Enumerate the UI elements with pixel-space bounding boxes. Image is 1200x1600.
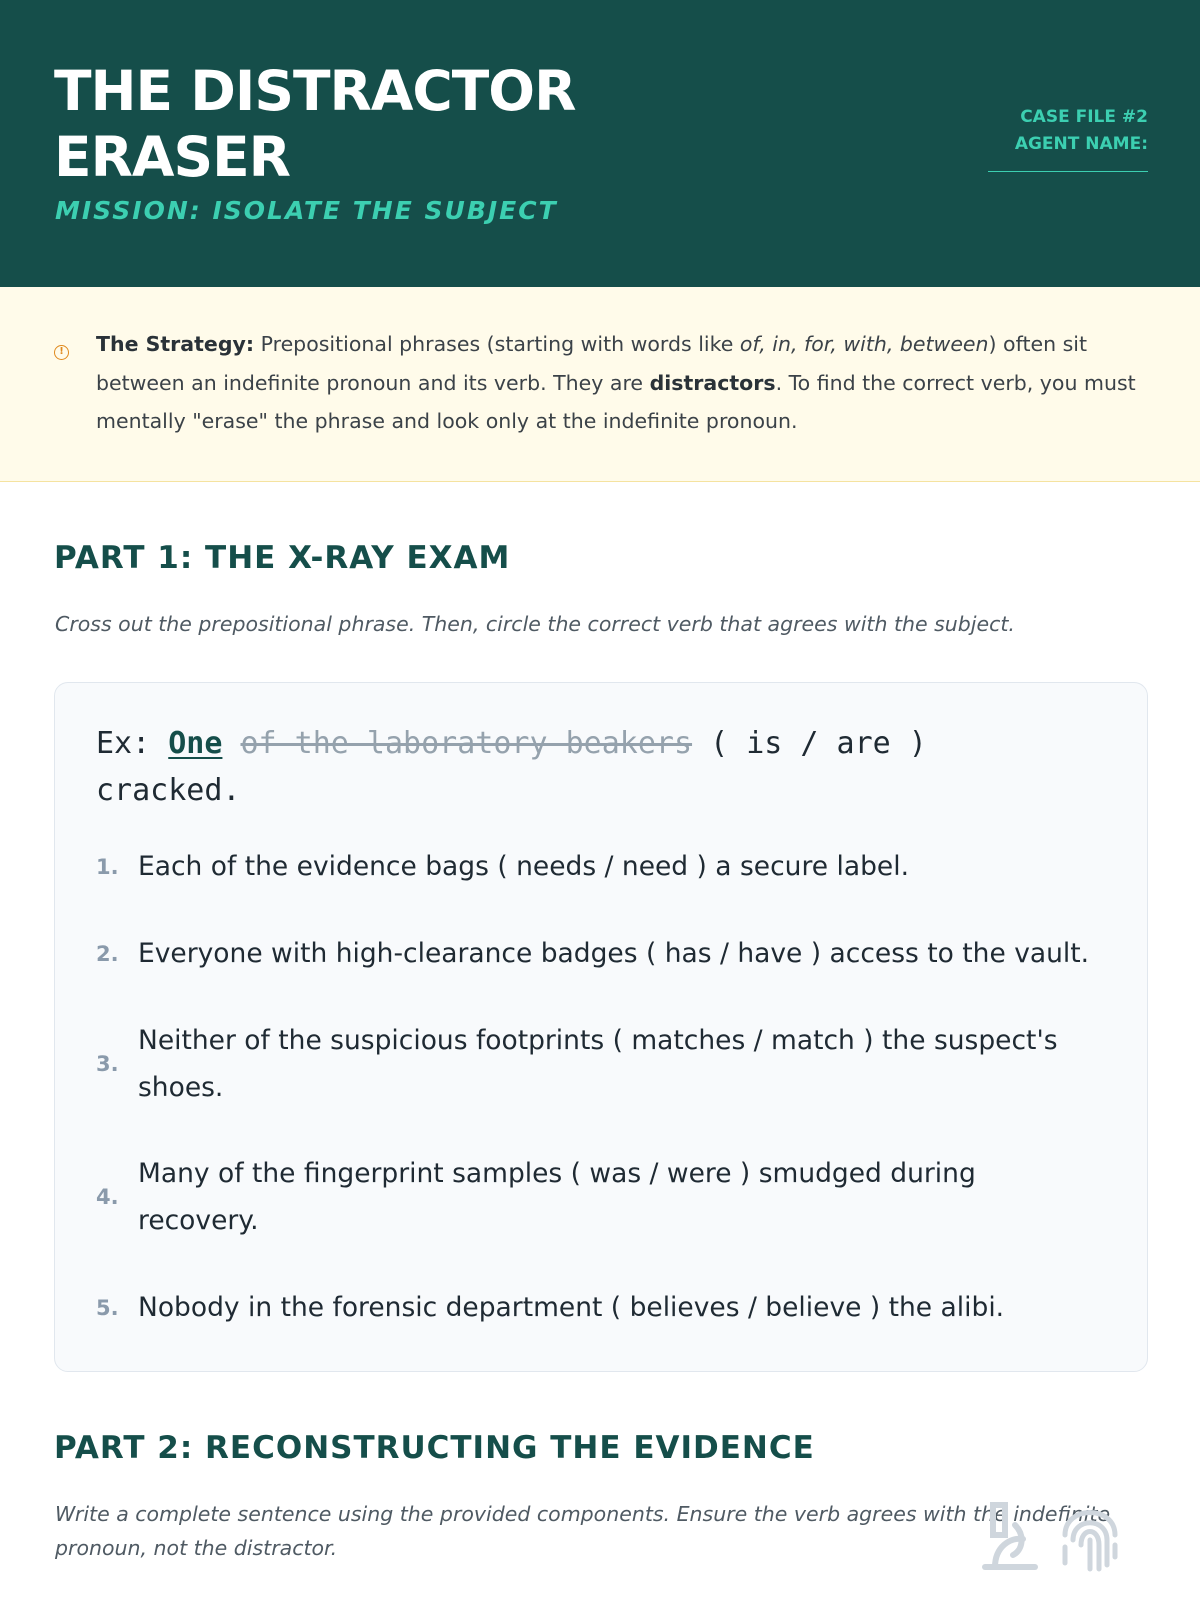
question-number: 2. <box>96 942 119 966</box>
question-text[interactable]: Everyone with high-clearance badges ( has / have ) access to the vault. <box>138 938 1090 969</box>
strategy-text-1: Prepositional phrases (starting with words like <box>254 332 740 356</box>
strategy-text-3: . To find the correct verb, you must mentally "erase" the phrase and look only at the indefinite pronoun. <box>96 370 1136 433</box>
agent-name-blank[interactable] <box>988 162 1148 172</box>
part-1-instructions: Cross out the prepositional phrase. Then, circle the correct verb that agrees with the subject. <box>55 612 1015 636</box>
strategy-prepositions: of, in, for, with, between <box>739 332 989 356</box>
title-line-2: ERASER <box>54 125 291 189</box>
part-2-instructions: Write a complete sentence using the provided components. Ensure the verb agrees with the indefinite pronoun, not the distractor. <box>55 1502 1111 1560</box>
case-file-label: CASE FILE #2 <box>1020 107 1148 127</box>
strategy-text <box>96 325 1156 441</box>
example-prefix: Ex: <box>96 726 169 761</box>
question-text[interactable]: Nobody in the forensic department ( believes / believe ) the alibi. <box>138 1292 1005 1323</box>
page-title <box>54 58 694 190</box>
part-2-title: PART 2: RECONSTRUCTING THE EVIDENCE <box>54 1430 815 1466</box>
strategy-text-2: ) often sit between an indefinite pronoun and its verb. They are <box>96 332 1088 395</box>
question-text[interactable]: Each of the evidence bags ( needs / need ) a secure label. <box>138 851 909 882</box>
case-file-box <box>988 104 1148 172</box>
part-1-title: PART 1: THE X-RAY EXAM <box>54 540 511 576</box>
strategy-label: The Strategy: <box>96 332 255 356</box>
example-sentence <box>96 720 1056 814</box>
question-text[interactable]: Many of the fingerprint samples ( was / were ) smudged during recovery. <box>138 1158 976 1236</box>
question-number: 4. <box>96 1185 119 1209</box>
question-number: 3. <box>96 1052 119 1076</box>
question-number: 5. <box>96 1296 119 1320</box>
info-icon: ! <box>54 345 69 360</box>
microscope-icon <box>985 1505 1035 1567</box>
question-text[interactable]: Neither of the suspicious footprints ( matches / match ) the suspect's shoes. <box>138 1025 1058 1103</box>
question-number: 1. <box>96 855 119 879</box>
agent-name-label: AGENT NAME: <box>1014 134 1148 154</box>
example-choice: ( is / are ) <box>710 726 927 761</box>
mission-subtitle: MISSION: ISOLATE THE SUBJECT <box>55 196 558 225</box>
example-subject: One <box>168 726 223 761</box>
fingerprint-icon <box>1065 1513 1115 1570</box>
decorative-icons <box>965 1495 1165 1575</box>
example-distractor: of the laboratory beakers <box>240 726 693 761</box>
example-ending: cracked. <box>96 773 241 808</box>
strategy-bold-word: distractors <box>649 370 776 395</box>
title-line-1: THE DISTRACTOR <box>54 59 576 123</box>
